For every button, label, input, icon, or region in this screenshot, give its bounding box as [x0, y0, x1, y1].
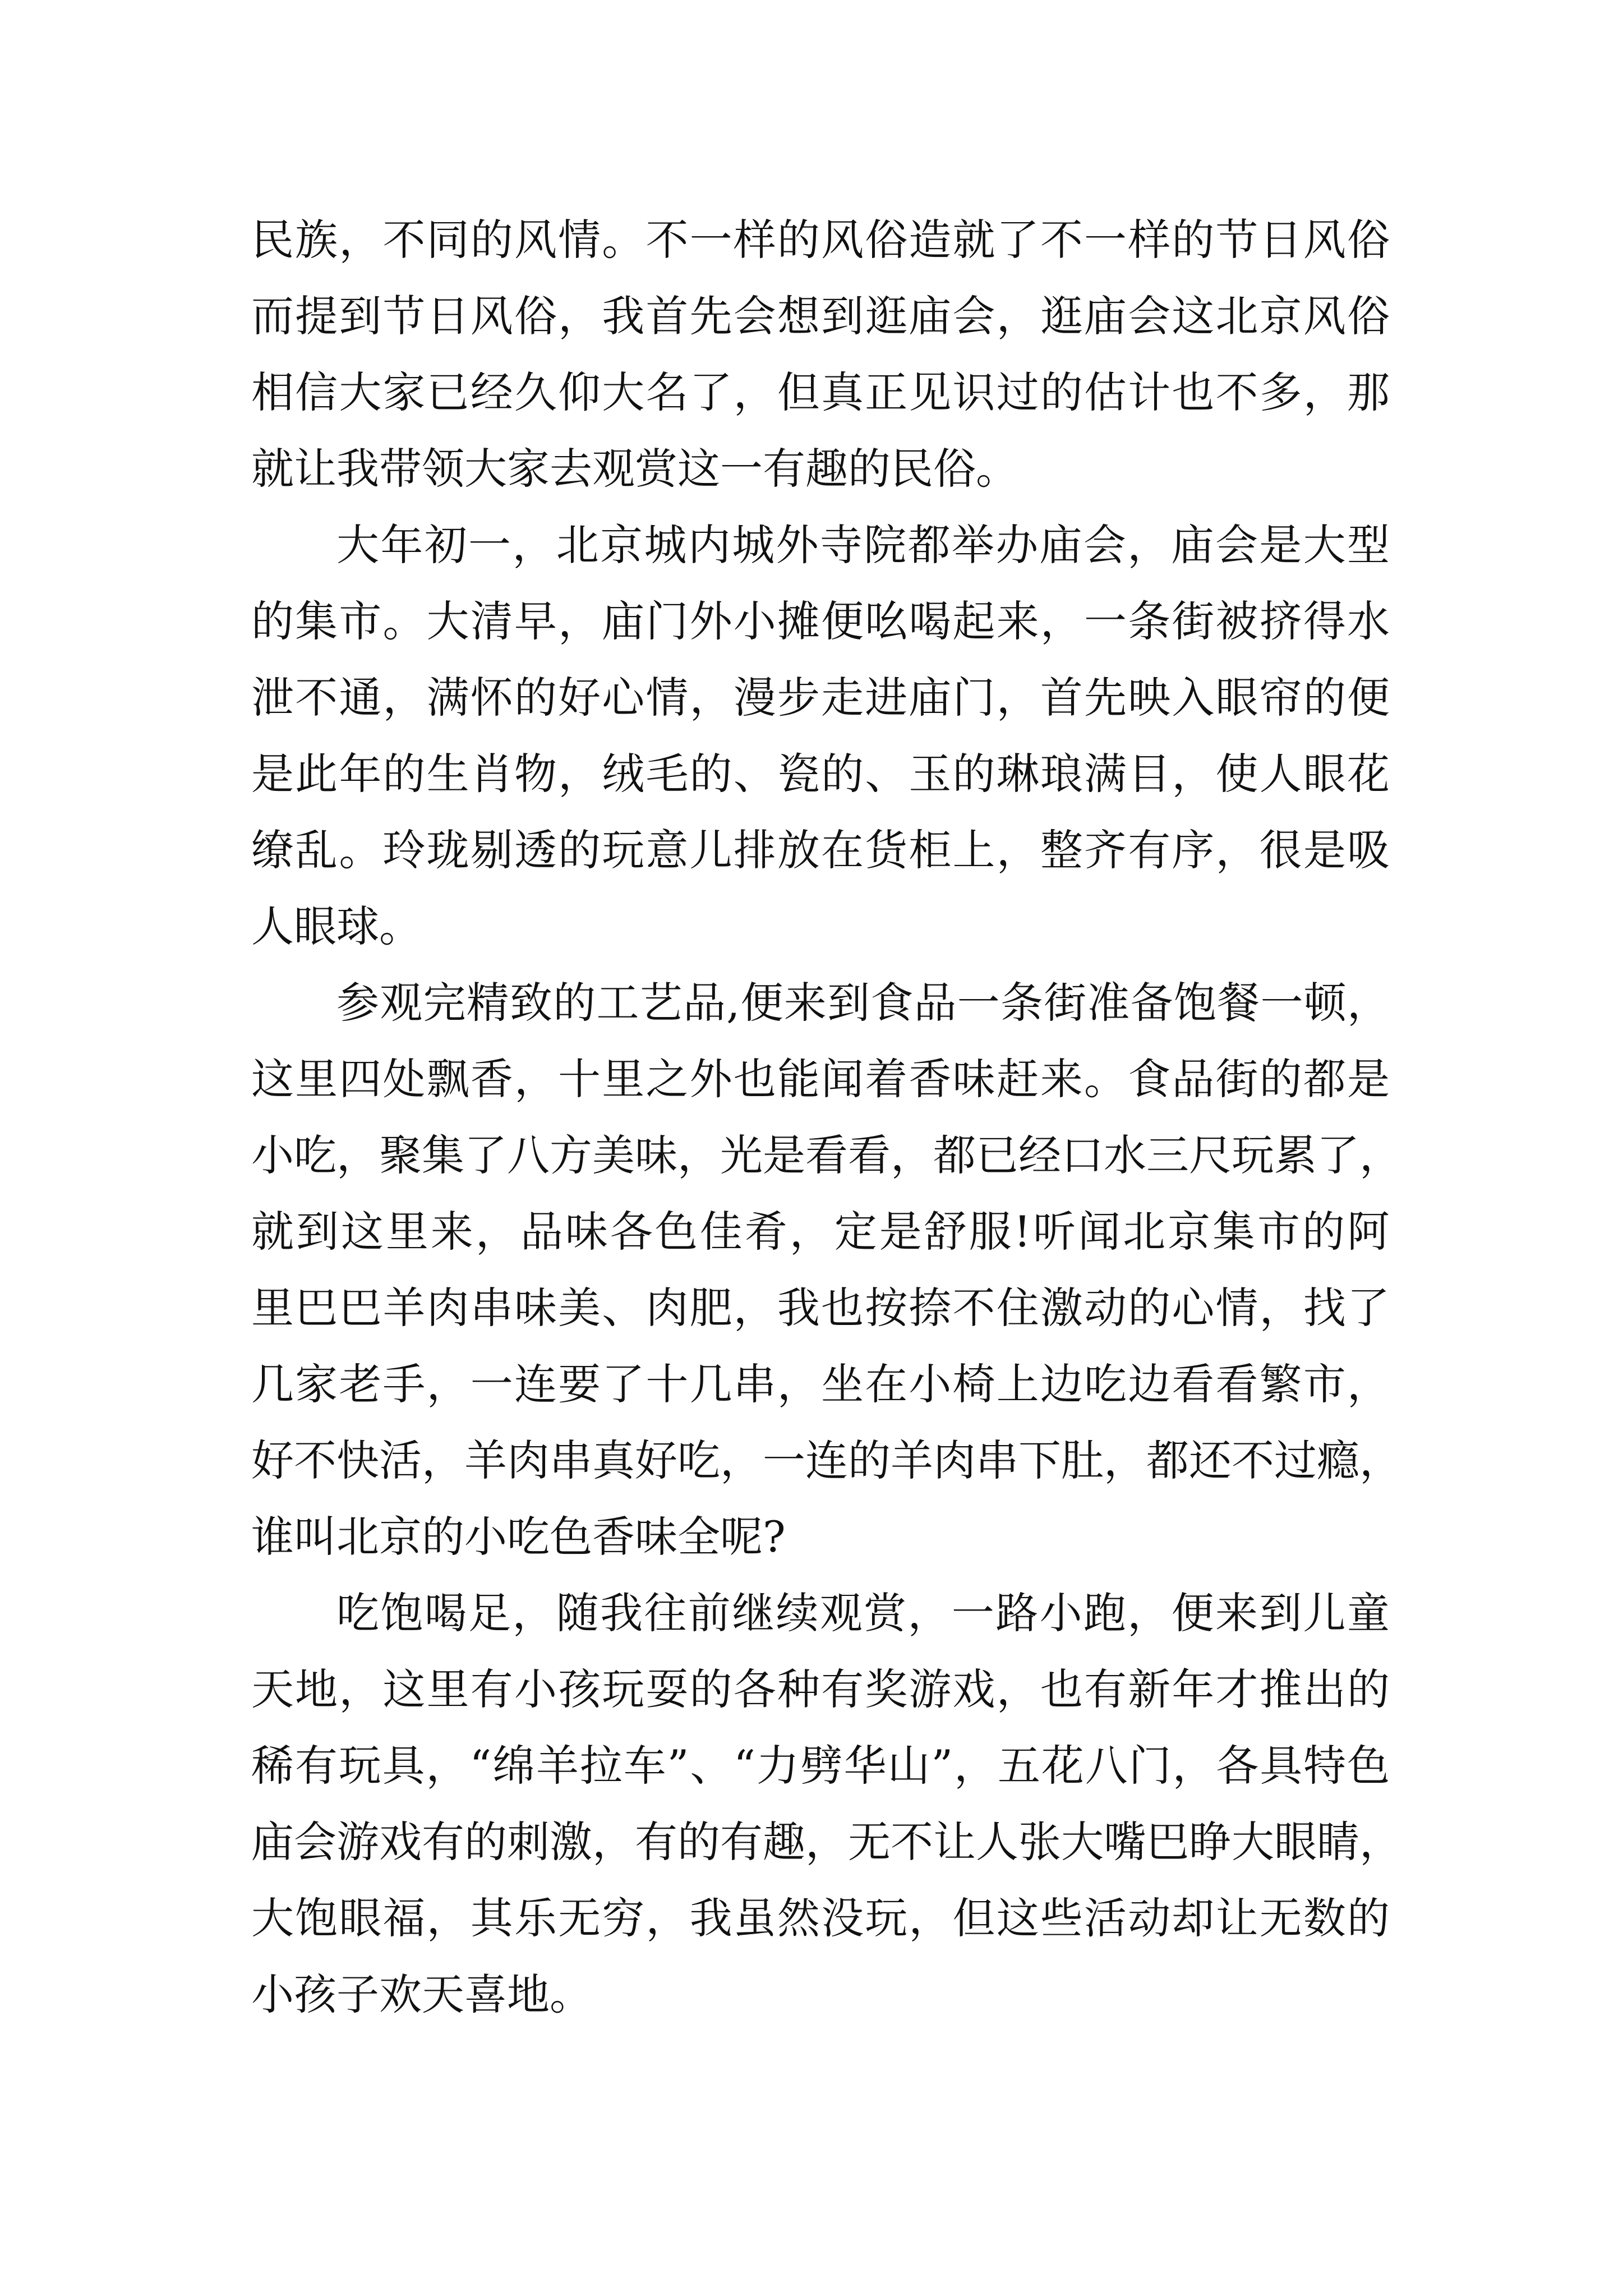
- text-line: 而提到节日风俗，我首先会想到逛庙会，逛庙会这北京风俗: [251, 291, 1390, 341]
- paragraph-3: [251, 965, 1402, 1575]
- text-line: 是此年的生肖物，绒毛的、瓷的、玉的琳琅满目，使人眼花: [251, 749, 1390, 799]
- text-line: 吃饱喝足，随我往前继续观赏，一路小跑，便来到儿童: [336, 1588, 1390, 1638]
- text-line: 好不快活，羊肉串真好吃，一连的羊肉串下肚，都还不过瘾，: [251, 1435, 1402, 1485]
- paragraph-4: [251, 1575, 1402, 2033]
- text-line: 就让我带领大家去观赏这一有趣的民俗。: [251, 444, 1018, 494]
- text-line: 几家老手，一连要了十几串，坐在小椅上边吃边看看繁市，: [251, 1359, 1390, 1409]
- text-line: 人眼球。: [251, 901, 422, 951]
- text-line: 庙会游戏有的刺激，有的有趣，无不让人张大嘴巴睁大眼睛，: [251, 1817, 1402, 1867]
- text-line: 小孩子欢天喜地。: [251, 1970, 592, 2019]
- text-line: 民族，不同的风情。不一样的风俗造就了不一样的节日风俗: [251, 215, 1390, 265]
- text-line: 相信大家已经久仰大名了，但真正见识过的估计也不多，那: [251, 367, 1390, 417]
- text-line: 谁叫北京的小吃色香味全呢?: [251, 1512, 786, 1562]
- text-line: 大年初一，北京城内城外寺院都举办庙会，庙会是大型: [336, 520, 1390, 570]
- text-line: 就到这里来，品味各色佳肴，定是舒服!听闻北京集市的阿: [251, 1207, 1390, 1257]
- paragraph-2: [251, 507, 1390, 965]
- text-line: 里巴巴羊肉串味美、肉肥，我也按捺不住激动的心情，找了: [251, 1283, 1390, 1333]
- text-line: 这里四处飘香，十里之外也能闻着香味赶来。食品街的都是: [251, 1054, 1390, 1104]
- text-line: 缭乱。玲珑剔透的玩意儿排放在货柜上，整齐有序，很是吸: [251, 825, 1390, 875]
- text-line: 大饱眼福，其乐无穷，我虽然没玩，但这些活动却让无数的: [251, 1893, 1390, 1943]
- text-line: 的集市。大清早，庙门外小摊便吆喝起来，一条街被挤得水: [251, 596, 1390, 646]
- text-line: 小吃，聚集了八方美味，光是看看，都已经口水三尺玩累了，: [251, 1130, 1402, 1180]
- text-line: 天地，这里有小孩玩耍的各种有奖游戏，也有新年才推出的: [251, 1664, 1390, 1714]
- text-line: 参观完精致的工艺品,便来到食品一条街准备饱餐一顿，: [336, 978, 1390, 1028]
- text-line: 稀有玩具，“绵羊拉车”、“力劈华山”，五花八门，各具特色: [251, 1741, 1390, 1791]
- text-line: 泄不通，满怀的好心情，漫步走进庙门，首先映入眼帘的便: [251, 673, 1390, 723]
- paragraph-1: [251, 202, 1390, 507]
- document-body: [251, 202, 1402, 2033]
